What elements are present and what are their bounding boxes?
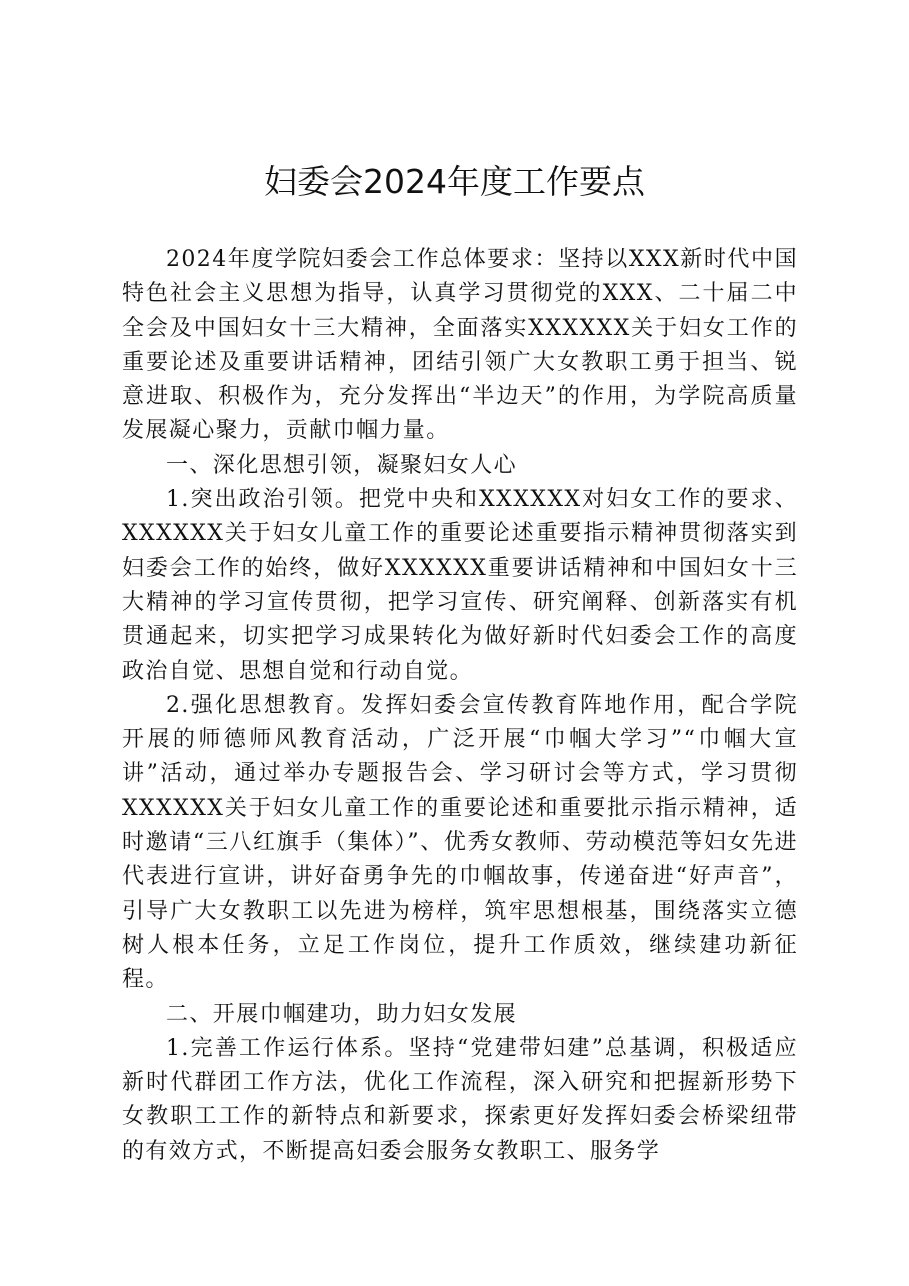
section-2-paragraph-1: 1.完善工作运行体系。坚持“党建带妇建”总基调，积极适应新时代群团工作方法，优化工作流程，深入研究和把握新形势下女教职工工作的新特点和新要求，探索更好发挥妇委会桥梁纽带的有效方式，不断提高妇委会服务女教职工、服务学: [122, 1035, 798, 1164]
document-title: 妇委会2024年度工作要点: [264, 162, 645, 201]
section-1-paragraph-2: 2.强化思想教育。发挥妇委会宣传教育阵地作用，配合学院开展的师德师风教育活动，广泛开展“巾帼大学习”“巾帼大宣讲”活动，通过举办专题报告会、学习研讨会等方式，学习贯彻XXXXXX关于妇女儿童工作的重要论述和重要批示指示精神，适时邀请“三八红旗手（集体）”、优秀女教师、劳动模范等妇女先进代表进行宣讲，讲好奋勇争先的巾帼故事，传递奋进“好声音”，引导广大女教职工以先进为榜样，筑牢思想根基，围绕落实立德树人根本任务，立足工作岗位，提升工作质效，继续建功新征程。: [122, 692, 798, 993]
intro-paragraph: 2024年度学院妇委会工作总体要求：坚持以XXX新时代中国特色社会主义思想为指导，认真学习贯彻党的XXX、二十届二中全会及中国妇女十三大精神，全面落实XXXXXX关于妇女工作的重要论述及重要讲话精神，团结引领广大女教职工勇于担当、锐意进取、积极作为，充分发挥出“半边天”的作用，为学院高质量发展凝心聚力，贡献巾帼力量。: [122, 247, 798, 444]
section-heading-1: 一、深化思想引领，凝聚妇女人心: [166, 452, 518, 478]
section-heading-2: 二、开展巾帼建功，助力妇女发展: [166, 1001, 518, 1027]
section-1-paragraph-1: 1.突出政治引领。把党中央和XXXXXX对妇女工作的要求、XXXXXX关于妇女儿童工作的重要论述重要指示精神贯彻落实到妇委会工作的始终，做好XXXXXX重要讲话精神和中国妇女十三大精神的学习宣传贯彻，把学习宣传、研究阐释、创新落实有机贯通起来，切实把学习成果转化为做好新时代妇委会工作的高度政治自觉、思想自觉和行动自觉。: [122, 487, 798, 684]
document-body: [122, 243, 798, 1169]
